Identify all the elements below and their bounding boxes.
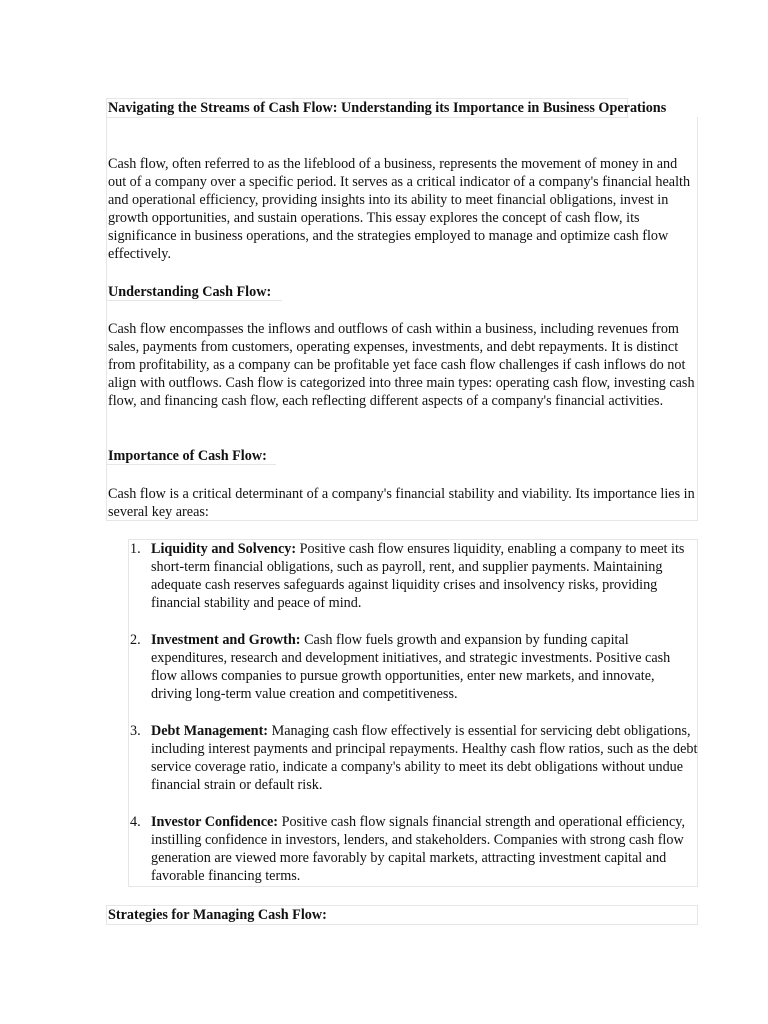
list-item-text: Cash flow fuels growth and expansion by funding capital expenditures, research and development initiatives, and strategic investments. Positive cash flow allows companies to pursue growth opportunities, enter new markets, and innovate, driving long-term value creation and competitiveness. — [151, 632, 671, 702]
section-heading-strategies: Strategies for Managing Cash Flow: — [108, 907, 327, 923]
understanding-paragraph: Cash flow encompasses the inflows and outflows of cash within a business, including revenues from sales, payments from customers, operating expenses, investments, and debt repayments. It is distinct from profitability, as a company can be profitable yet face cash flow challenges if cash inflows do not align with outflows. Cash flow is categorized into three main types: operating cash flow, investing cash flow, and financing cash flow, each reflecting different aspects of a company's financial activities. — [108, 321, 695, 409]
list-item-number: 1. — [130, 541, 141, 557]
document-title: Navigating the Streams of Cash Flow: Understanding its Importance in Business Operations — [108, 100, 667, 116]
list-item — [128, 813, 698, 885]
list-item-label: Debt Management: — [151, 723, 269, 739]
importance-list — [128, 540, 698, 904]
list-item-label: Liquidity and Solvency: — [151, 541, 297, 557]
list-item-text: Positive cash flow signals financial strength and operational efficiency, instilling confidence in investors, lenders, and stakeholders. Companies with strong cash flow generation are viewed more favorably by capital markets, attracting investment capital and favorable financing terms. — [151, 814, 686, 884]
list-item-text: Positive cash flow ensures liquidity, enabling a company to meet its short-term financial obligations, such as payroll, rent, and supplier payments. Maintaining adequate cash reserves safeguards against liquidity crises and insolvency risks, providing financial stability and peace of mind. — [151, 541, 685, 611]
list-item-text: Managing cash flow effectively is essential for servicing debt obligations, including interest payments and principal repayments. Healthy cash flow ratios, such as the debt service coverage ratio, indicate a company's ability to meet its debt obligations without undue financial strain or default risk. — [151, 723, 698, 793]
section-heading-understanding: Understanding Cash Flow: — [108, 284, 272, 300]
list-item — [128, 722, 698, 794]
intro-paragraph: Cash flow, often referred to as the lifeblood of a business, represents the movement of money in and out of a company over a specific period. It serves as a critical indicator of a company's financial health and operational efficiency, providing insights into its ability to meet financial obligations, invest in growth opportunities, and sustain operations. This essay explores the concept of cash flow, its significance in business operations, and the strategies employed to manage and optimize cash flow effectively. — [108, 156, 691, 262]
list-item-number: 2. — [130, 632, 141, 648]
list-item — [128, 540, 698, 612]
section-heading-importance: Importance of Cash Flow: — [108, 448, 267, 464]
list-item — [128, 631, 698, 703]
list-item-number: 4. — [130, 814, 141, 830]
list-item-label: Investment and Growth: — [151, 632, 301, 648]
list-item-label: Investor Confidence: — [151, 814, 279, 830]
importance-paragraph: Cash flow is a critical determinant of a company's financial stability and viability. Its importance lies in several key areas: — [108, 486, 695, 520]
list-item-number: 3. — [130, 723, 141, 739]
